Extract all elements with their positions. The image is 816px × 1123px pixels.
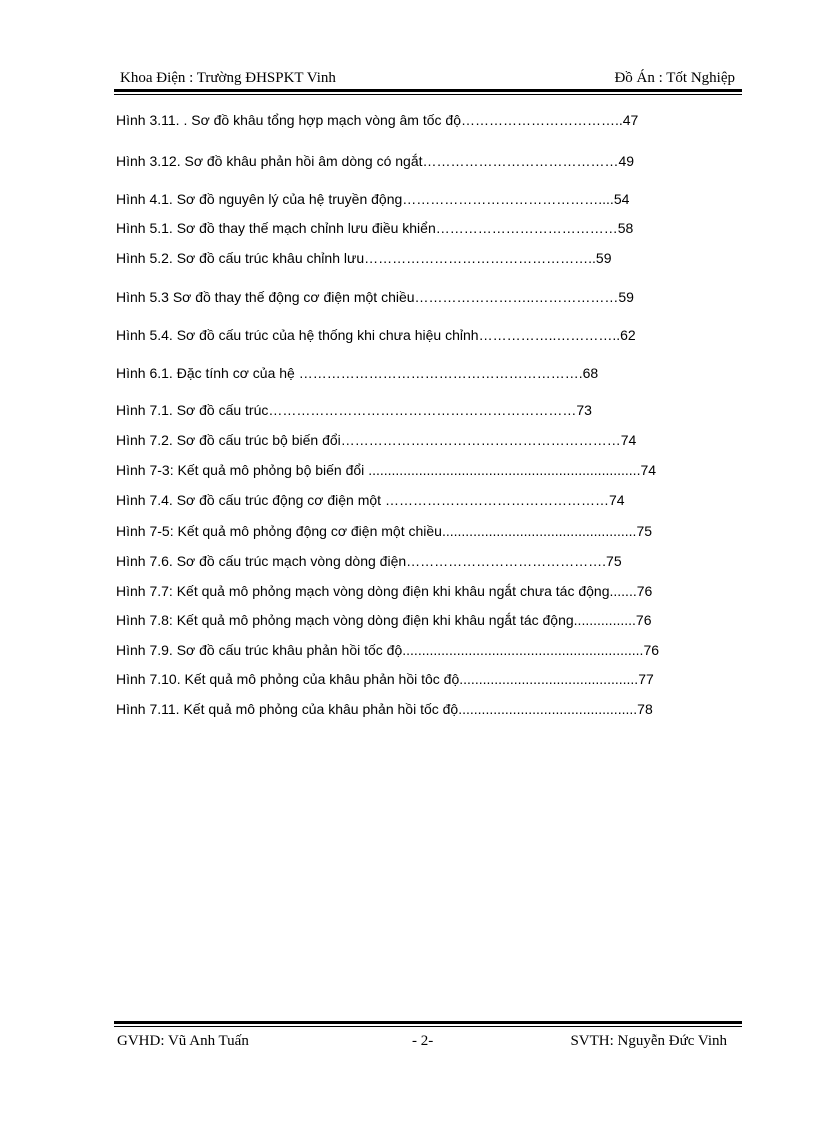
figure-entry-title: Hình 7-5: Kết quả mô phỏng động cơ điện một chiều <box>116 523 442 539</box>
leader-dots: .............................................. <box>458 701 638 717</box>
page-number: - 2- <box>412 1033 434 1049</box>
figure-entry-page: 62 <box>620 327 636 343</box>
figure-entry <box>116 248 731 268</box>
figure-entry-page: 76 <box>636 583 653 599</box>
leader-dots: .............................................. <box>459 671 639 687</box>
figure-entry-title: Hình 5.1. Sơ đồ thay thế mạch chỉnh lưu điều khiển <box>116 220 436 236</box>
figure-entry <box>116 490 731 510</box>
figure-entry <box>116 430 731 450</box>
figure-entry <box>116 151 731 171</box>
footer-advisor: GVHD: Vũ Anh Tuấn <box>117 1033 249 1049</box>
leader-dots: ………………………………… <box>435 220 618 236</box>
figure-entry-title: Hình 7.9. Sơ đồ cấu trúc khâu phản hồi tốc độ <box>116 642 403 658</box>
figure-entry <box>116 521 731 541</box>
leader-dots: ……………………………………………………. <box>298 365 583 381</box>
figure-entry <box>116 363 731 383</box>
page-footer <box>116 1033 741 1055</box>
figure-entry-title: Hình 7.8: Kết quả mô phỏng mạch vòng dòng điện khi khâu ngắt tác động <box>116 612 574 628</box>
figure-entry <box>116 110 731 130</box>
figure-entry-title: Hình 3.12. Sơ đồ khâu phản hồi âm dòng có ngắt <box>116 153 423 169</box>
figure-entry-page: 58 <box>617 220 634 236</box>
figure-entry-page: 77 <box>638 671 654 687</box>
figure-entry-page: 75 <box>636 523 653 539</box>
footer-rule <box>114 1021 742 1027</box>
figure-entry <box>116 460 731 480</box>
leader-dots: ……………………..……………… <box>414 289 619 305</box>
figure-entry <box>116 610 731 630</box>
figure-entry <box>116 640 731 660</box>
leader-dots: ....... <box>609 583 637 599</box>
leader-dots: …………………………….. <box>460 112 623 128</box>
leader-dots: …………………………………… <box>422 153 619 169</box>
leader-dots: ................ <box>573 612 636 628</box>
figure-entry-page: 49 <box>618 153 635 169</box>
footer-student: SVTH: Nguyễn Đức Vinh <box>570 1033 727 1049</box>
figure-entry-title: Hình 7.6. Sơ đồ cấu trúc mạch vòng dòng điện <box>116 553 407 569</box>
figure-entry-title: Hình 5.2. Sơ đồ cấu trúc khâu chỉnh lưu <box>116 250 365 266</box>
figure-entry <box>116 218 731 238</box>
figure-entry <box>116 669 731 689</box>
leader-dots: .............................................................. <box>402 642 644 658</box>
figure-entry-page: 78 <box>637 701 653 717</box>
leader-dots: ………………………………………………………… <box>268 402 577 418</box>
figure-entry-title: Hình 7.2. Sơ đồ cấu trúc bộ biến đổi <box>116 432 341 448</box>
header-department: Khoa Điện : Trường ĐHSPKT Vinh <box>120 70 336 86</box>
leader-dots: ……………..………….. <box>478 327 621 343</box>
figure-entry-title: Hình 5.3 Sơ đồ thay thế động cơ điện một chiều <box>116 289 415 305</box>
figure-entry-page: 75 <box>606 553 622 569</box>
figure-entry-page: 59 <box>595 250 612 266</box>
figure-entry-title: Hình 6.1. Đặc tính cơ của hệ <box>116 365 299 381</box>
figure-entry-page: 59 <box>618 289 634 305</box>
figure-entry-title: Hình 7-3: Kết quả mô phỏng bộ biến đổi <box>116 462 369 478</box>
figure-entry <box>116 287 731 307</box>
leader-dots: ………………………………………….. <box>364 250 596 266</box>
figure-entry-title: Hình 7.10. Kết quả mô phỏng của khâu phản hồi tôc độ <box>116 671 460 687</box>
figure-entry-page: 68 <box>582 365 599 381</box>
figure-entry-page: 74 <box>620 432 637 448</box>
figure-entry-page: 76 <box>635 612 652 628</box>
figure-entry <box>116 400 731 420</box>
figure-entry <box>116 699 731 719</box>
header-document-type: Đồ Án : Tốt Nghiệp <box>614 70 735 86</box>
header-rule <box>114 89 742 95</box>
figure-entry-title: Hình 7.4. Sơ đồ cấu trúc động cơ điện một <box>116 492 385 508</box>
figure-entry-title: Hình 7.7: Kết quả mô phỏng mạch vòng dòng điện khi khâu ngắt chưa tác động <box>116 583 610 599</box>
figure-entry <box>116 551 731 571</box>
figure-entry-page: 54 <box>613 191 630 207</box>
figure-entry-page: 76 <box>643 642 660 658</box>
figure-entry-title: Hình 3.11. . Sơ đồ khâu tổng hợp mạch vòng âm tốc độ <box>116 112 461 128</box>
page-header <box>116 68 741 90</box>
figure-entry <box>116 581 731 601</box>
figure-entry-page: 74 <box>608 492 625 508</box>
figure-entry <box>116 325 731 345</box>
leader-dots: ...................................................................... <box>368 462 641 478</box>
leader-dots: ………………………………………… <box>384 492 609 508</box>
figure-entry-title: Hình 4.1. Sơ đồ nguyên lý của hệ truyền động <box>116 191 403 207</box>
figure-entry <box>116 189 731 209</box>
leader-dots: …………………………………………………… <box>340 432 621 448</box>
leader-dots: .................................................. <box>441 523 637 539</box>
figure-entry-page: 73 <box>576 402 592 418</box>
leader-dots: …………………………………….... <box>402 191 614 207</box>
figure-entry-page: 47 <box>622 112 639 128</box>
figure-entry-title: Hình 5.4. Sơ đồ cấu trúc của hệ thống khi chưa hiệu chỉnh <box>116 327 479 343</box>
figure-entry-title: Hình 7.11. Kết quả mô phỏng của khâu phản hồi tốc độ <box>116 701 459 717</box>
figure-entry-page: 74 <box>640 462 657 478</box>
figure-entry-title: Hình 7.1. Sơ đồ cấu trúc <box>116 402 269 418</box>
leader-dots: ……………………………………. <box>406 553 607 569</box>
